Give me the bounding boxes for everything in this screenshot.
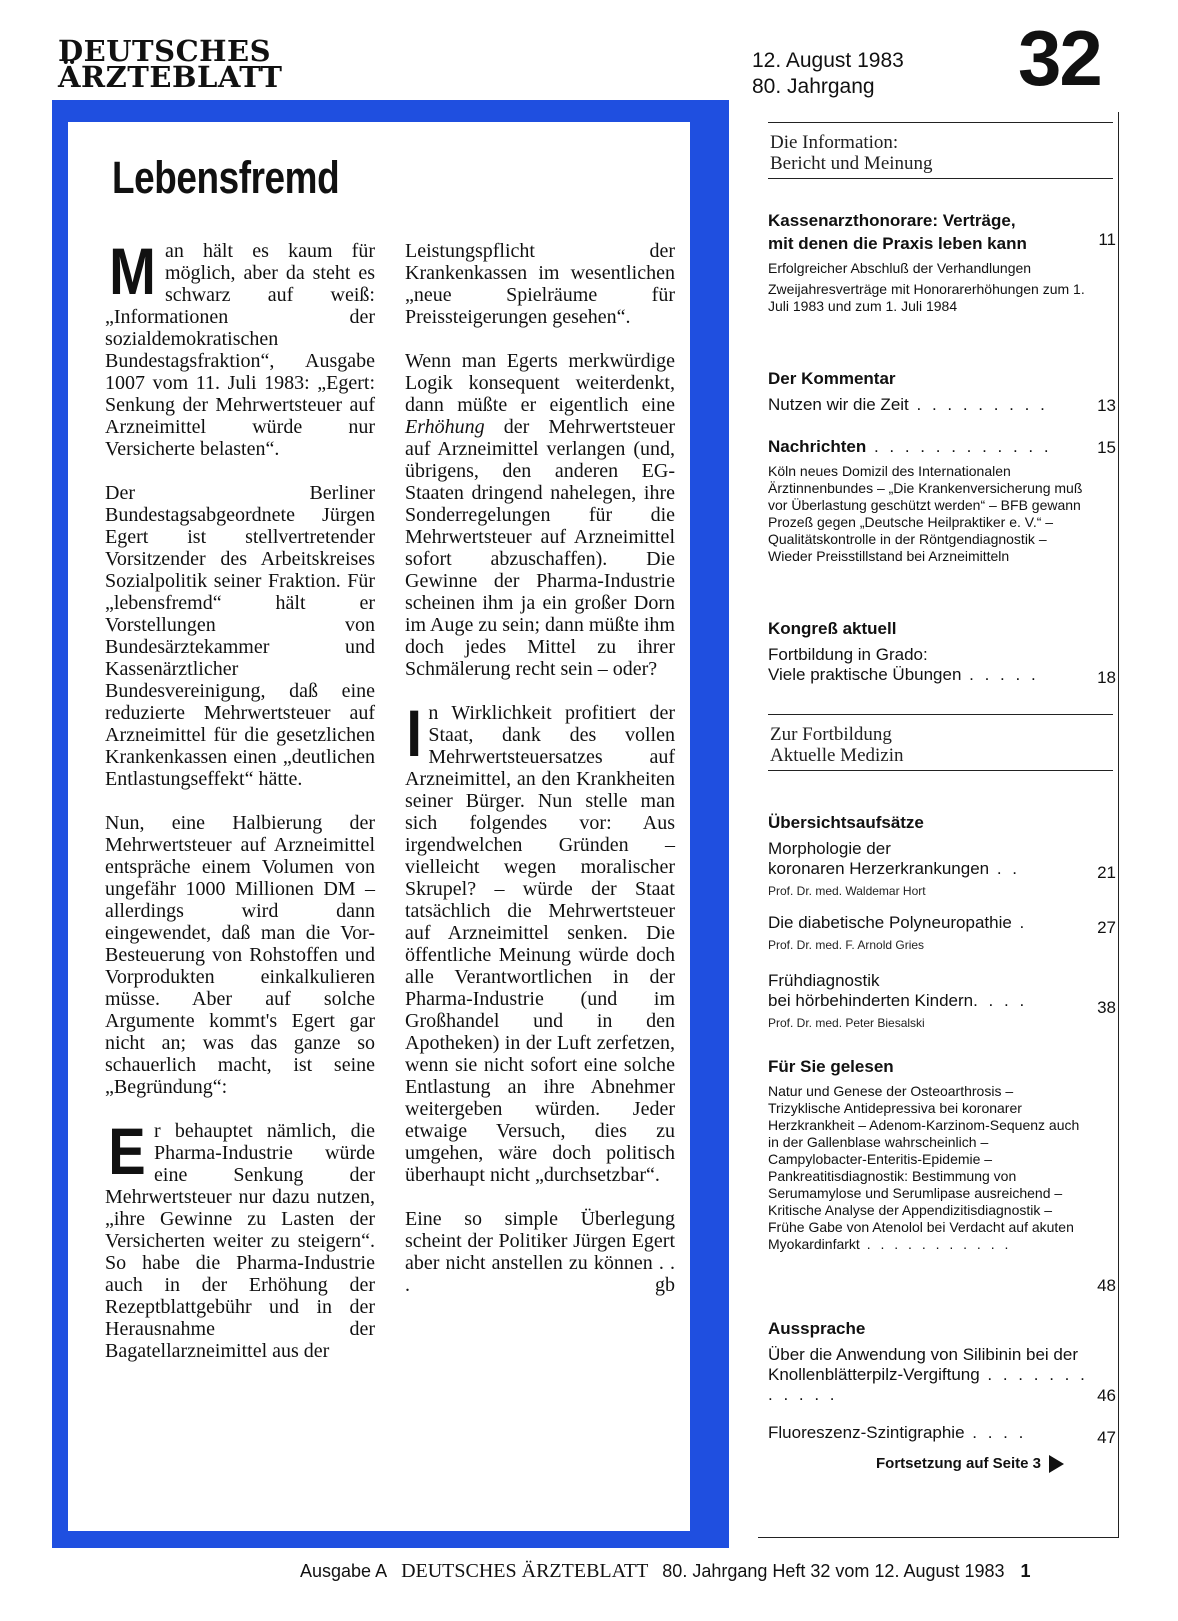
- toc-subtext: Köln neues Domizil des Internationalen Ärztinnenbundes – „Die Krankenversicherung muß vor Überlastung geschützt werden“ – BFB gewann Prozeß gegen „Deutsche Heilpraktiker e. V.“ – Qualitätskontrolle in der Röntgendiagnostik – Wieder Preisstillstand bei Arzneimitteln: [768, 463, 1083, 564]
- divider: [768, 714, 1113, 715]
- toc-line: [768, 395, 1088, 415]
- page-number: 27: [1097, 918, 1116, 937]
- toc-line-text: koronaren Herzerkrankungen: [768, 859, 990, 878]
- toc-entry-kassenarzthonorare[interactable]: [768, 210, 1088, 315]
- paragraph-text: der Mehrwertsteuer auf Arzneimittel verlangen (und, übrigens, den anderen EG-Staaten dringend nahelegen, ihre Sonderregelungen für die Mehrwertsteuer auf Arzneimittel sofort abzuschaffen). Die Gewinne der Pharma-Industrie scheinen ihm ja ein großer Dorn im Auge zu sein; dann müßte ihm doch jedes Mittel zu ihrer Schmälerung recht sein – oder?: [405, 416, 675, 680]
- drop-cap: I: [406, 696, 422, 770]
- masthead-logo: [58, 34, 283, 94]
- toc-heading: Für Sie gelesen: [768, 1057, 894, 1076]
- leader-dots: . . . . . . . . .: [908, 395, 1048, 414]
- paragraph-text: an hält es kaum für möglich, aber da steht es schwarz auf weiß: „Informationen der sozialdemokratischen Bundestagsfraktion“, Ausgabe 1007 vom 11. Juli 1983: „Egert: Senkung der Mehrwertsteuer auf Arzneimittel würde nur Versicherte belasten“.: [105, 240, 375, 460]
- toc-entry-nachrichten[interactable]: [768, 436, 1088, 565]
- section-label-line: Die Information:: [770, 132, 899, 153]
- author-signature: gb: [655, 1274, 675, 1296]
- article-column-2: [405, 240, 675, 1318]
- toc-line-text: Die diabetische Polyneuropathie: [768, 913, 1012, 932]
- section-label-line: Aktuelle Medizin: [770, 745, 904, 766]
- paragraph-text: r behauptet nämlich, die Pharma-Industrie würde eine Senkung der Mehrwertsteuer nur dazu nutzen, „ihre Gewinne zu Lasten der Versicherten weiter zu steigern“. So habe die Pharma-Industrie auch in der Erhöhung der Rezeptblattgebühr und in der Herausnahme der Bagatellarzneimittel aus der: [105, 1120, 375, 1362]
- issue-number: 32: [1018, 14, 1101, 102]
- toc-heading: mit denen die Praxis leben kann: [768, 234, 1027, 253]
- page-number: 13: [1097, 396, 1116, 415]
- toc-line: [768, 1423, 1088, 1443]
- toc-author: Prof. Dr. med. Peter Biesalski: [768, 1016, 925, 1030]
- continued-link[interactable]: [876, 1455, 1064, 1473]
- section-label: [770, 132, 933, 174]
- toc-heading: Übersichtsaufsätze: [768, 813, 924, 832]
- journal-name: DEUTSCHES ÄRZTEBLATT: [401, 1560, 649, 1582]
- toc-author: Prof. Dr. med. F. Arnold Gries: [768, 938, 925, 952]
- masthead-line1: DEUTSCHES: [58, 34, 272, 68]
- toc-line: [768, 1345, 1088, 1405]
- paragraph: Der Berliner Bundestagsabgeordnete Jürgen Egert ist stellvertretender Vorsitzender des Arbeitskreises Sozialpolitik seiner Fraktion. Für „lebensfremd“ hält er Vorstellungen von Bundesärztekammer und Kassenärztlicher Bundesvereinigung, daß eine reduzierte Mehrwertsteuer auf Arzneimittel für die gesetzlichen Krankenkassen einen „deutlichen Entlastungseffekt“ hätte.: [105, 482, 375, 790]
- toc-line-text: Viele praktische Übungen: [768, 665, 962, 684]
- toc-subtext: [768, 1083, 1088, 1253]
- toc-heading: Kassenarzthonorare: Verträge,: [768, 211, 1016, 230]
- paragraph: Leistungspflicht der Krankenkassen im wesentlichen „neue Spielräume für Preissteigerungen gesehen“.: [405, 240, 675, 328]
- page-number: 11: [1098, 230, 1116, 249]
- toc-subtext: Erfolgreicher Abschluß der Verhandlungen: [768, 260, 1032, 276]
- page-footer: [300, 1560, 1031, 1583]
- toc-line: [768, 859, 1088, 879]
- leader-dots: . . . . .: [961, 665, 1039, 684]
- leader-dots: . . . .: [964, 1423, 1027, 1442]
- toc-heading: Kongreß aktuell: [768, 619, 897, 638]
- page-number: 47: [1097, 1428, 1116, 1447]
- footer-page-number: 1: [1020, 1561, 1031, 1581]
- drop-cap: E: [108, 1114, 146, 1188]
- paragraph-text: Eine so simple Überlegung scheint der Politiker Jürgen Egert aber nicht anstellen zu können . . .: [405, 1208, 675, 1296]
- toc-heading: [768, 436, 1088, 457]
- drop-cap: M: [109, 234, 156, 308]
- toc-line: Frühdiagnostik: [768, 971, 880, 990]
- page-number: 18: [1097, 668, 1116, 687]
- paragraph: [405, 350, 675, 680]
- paragraph-text: n Wirklichkeit profitiert der Staat, dank des vollen Mehrwertsteuersatzes auf Arzneimittel, an den Krankheiten seiner Bürger. Nun stelle man sich folgendes vor: Aus irgendwelchen Gründen – vielleicht wegen moralischer Skrupel? – würde der Staat tatsächlich die Mehrwertsteuer auf Arzneimittel senken. Die öffentliche Meinung würde doch alle Verantwortlichen in der Pharma-Industrie (und im Großhandel und in den Apotheken) in der Luft zerfetzen, wenn sie nicht sofort eine solche Entlastung an ihre Abnehmer weitergeben würden. Jeder etwaige Versuch, dies zu umgehen, wäre doch politisch überhaupt nicht „durchsetzbar“.: [405, 702, 675, 1186]
- issue-info: 80. Jahrgang Heft 32 vom 12. August 1983: [662, 1561, 1005, 1581]
- article-column-1: [105, 234, 375, 1384]
- table-of-contents: [758, 112, 1119, 1538]
- toc-author: Prof. Dr. med. Waldemar Hort: [768, 884, 926, 898]
- leader-dots: . . . . . . . . . . .: [859, 1236, 1012, 1252]
- section-label-line: Bericht und Meinung: [770, 153, 933, 174]
- page-number: 21: [1097, 863, 1116, 882]
- continued-text: Fortsetzung auf Seite 3: [876, 1455, 1042, 1472]
- paragraph: [105, 234, 375, 460]
- page-number: 48: [1097, 1276, 1116, 1295]
- toc-line: Morphologie der: [768, 839, 891, 858]
- section-label: [770, 724, 904, 766]
- toc-subtext: Zweijahresverträge mit Honorarerhöhungen zum 1. Juli 1983 und zum 1. Juli 1984: [768, 281, 1085, 314]
- toc-line: [768, 913, 1088, 933]
- paragraph: Nun, eine Halbierung der Mehrwertsteuer auf Arzneimittel entspräche einem Volumen von ungefähr 1000 Millionen DM – allerdings wird dann eingewendet, daß man die Vor-Besteuerung von Rohstoffen und Vorprodukten einkalkulieren müsse. Aber auf solche Argumente kommt's Egert gar nicht an; was das ganze so schauerlich macht, ist seine „Begründung“:: [105, 812, 375, 1098]
- section-label-line: Zur Fortbildung: [770, 724, 892, 745]
- toc-heading: Der Kommentar: [768, 369, 896, 388]
- date-line: 12. August 1983: [752, 49, 904, 72]
- divider: [768, 770, 1113, 771]
- leader-dots: . . . . . . . . . . . .: [768, 1365, 1088, 1404]
- volume-line: 80. Jahrgang: [752, 75, 875, 98]
- toc-entry-fuer-sie-gelesen[interactable]: [768, 1056, 1088, 1253]
- toc-entry-kongress[interactable]: [768, 618, 1088, 685]
- toc-heading-text: Nachrichten: [768, 437, 867, 456]
- page-number: 15: [1097, 438, 1116, 457]
- page-number: 38: [1097, 998, 1116, 1017]
- emphasis: Erhöhung: [405, 416, 485, 438]
- paragraph-text: Wenn man Egerts merkwürdige Logik konsequent weiterdenkt, dann müßte er eigentlich eine: [405, 350, 675, 416]
- toc-line: [768, 991, 1088, 1011]
- edition-label: Ausgabe A: [300, 1561, 388, 1581]
- paragraph: [405, 696, 675, 1186]
- masthead-line2: ÄRZTEBLATT: [58, 60, 283, 94]
- play-arrow-icon: [1049, 1455, 1064, 1473]
- toc-entry-uebersichtsaufsaetze[interactable]: [768, 812, 1088, 1031]
- toc-line-text: Fluoreszenz-Szintigraphie: [768, 1423, 965, 1442]
- paragraph: [405, 1208, 675, 1296]
- paragraph: [105, 1114, 375, 1362]
- page-number: 46: [1097, 1386, 1116, 1405]
- leader-dots: . . . .: [973, 991, 1028, 1010]
- leader-dots: .: [1011, 913, 1028, 932]
- toc-line: Fortbildung in Grado:: [768, 645, 928, 664]
- toc-line: [768, 665, 1088, 685]
- toc-line-text: bei hörbehinderten Kindern: [768, 991, 974, 1010]
- toc-heading: Aussprache: [768, 1319, 866, 1338]
- toc-subtext-text: Natur und Genese der Osteoarthrosis – Trizyklische Antidepressiva bei koronarer Herzkrankheit – Adenom-Karzinom-Sequenz auch in der Gallenblase wahrscheinlich – Campylobacter-Enteritis-Epidemie – Pankreatitisdiagnostik: Bestimmung von Serumamylose und Serumlipase ausreichend – Kritische Analyse der Appendizitisdiagnostik – Frühe Gabe von Atenolol bei Verdacht auf akuten Myokardinfarkt: [768, 1083, 1080, 1252]
- toc-entry-kommentar[interactable]: [768, 368, 1088, 415]
- toc-line-text: Über die Anwendung von Silibinin bei der Knollenblätterpilz-Vergiftung: [768, 1345, 1078, 1384]
- toc-entry-aussprache[interactable]: [768, 1318, 1088, 1443]
- divider: [768, 178, 1113, 179]
- divider: [768, 122, 1113, 123]
- leader-dots: . .: [989, 859, 1021, 878]
- leader-dots: . . . . . . . . . . . .: [866, 437, 1052, 456]
- issue-date: [752, 48, 904, 100]
- toc-line-text: Nutzen wir die Zeit: [768, 395, 909, 414]
- article-title: Lebensfremd: [112, 152, 340, 203]
